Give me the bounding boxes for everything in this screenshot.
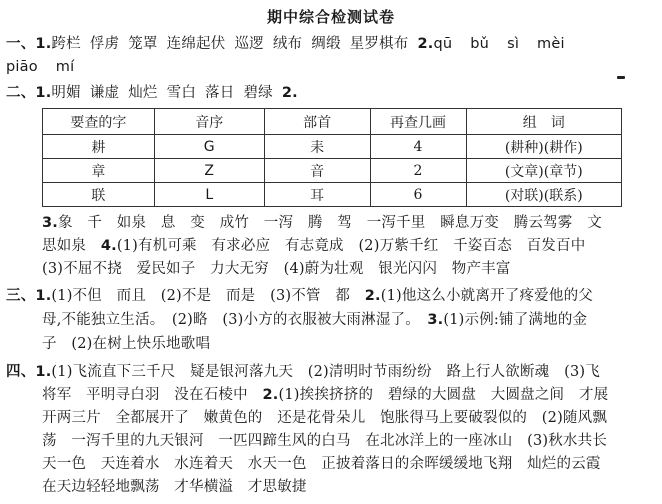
table-cell: 耒 xyxy=(264,135,370,159)
pinyin: mèi xyxy=(537,36,565,52)
answer-text: 开两三片 全都展开了 嫩黄色的 还是花骨朵儿 饱胀得马上要破裂似的 (2)随风飘 xyxy=(42,410,608,426)
section-4-line-6 xyxy=(42,476,660,498)
table-cell: G xyxy=(154,135,264,159)
section-2-sub-3: 3. xyxy=(42,215,58,231)
pinyin: sì xyxy=(507,36,520,52)
table-cell: 章 xyxy=(43,159,155,183)
answer-text: 子 (2)在树上快乐地歌唱 xyxy=(42,336,211,352)
table-cell: (文章)(章节) xyxy=(466,159,621,183)
column-header: 组 词 xyxy=(466,109,621,135)
word: 连绵起伏 xyxy=(166,36,226,52)
pinyin: piāo xyxy=(6,59,38,75)
section-4-line-5 xyxy=(42,453,660,475)
section-3-line-3 xyxy=(42,333,660,355)
word: 跨栏 xyxy=(51,36,81,52)
table-cell: Z xyxy=(154,159,264,183)
table-cell: L xyxy=(154,183,264,207)
answer-text: 母,不能独立生活。 (2)略 (3)小方的衣服被大雨淋湿了。 xyxy=(42,312,428,328)
table-cell: 联 xyxy=(43,183,155,207)
word: 明媚 xyxy=(51,85,81,101)
section-4-number: 四、 xyxy=(6,364,36,380)
table-row xyxy=(43,183,622,207)
section-3-sub-3: 3. xyxy=(427,312,444,328)
section-4-line-2 xyxy=(42,384,660,406)
word: 碧绿 xyxy=(243,85,273,101)
table-cell: 音 xyxy=(264,159,370,183)
word: 灿烂 xyxy=(128,85,158,101)
section-2-sub-4: 4. xyxy=(100,238,117,254)
word: 巡逻 xyxy=(234,36,264,52)
table-cell: 耳 xyxy=(264,183,370,207)
page-title: 期中综合检测试卷 xyxy=(266,8,395,26)
section-2-line-1 xyxy=(6,82,660,104)
column-header: 音序 xyxy=(154,109,264,135)
word: 绒布 xyxy=(272,36,303,52)
pinyin: qū xyxy=(433,36,453,52)
ink-mark xyxy=(617,76,625,79)
section-2-line-3b xyxy=(42,235,660,257)
section-1-number: 一、 xyxy=(6,36,36,52)
column-header: 部首 xyxy=(264,109,370,135)
section-2-number: 二、 xyxy=(6,85,36,101)
pinyin: mí xyxy=(55,59,75,75)
section-3-sub-2: 2. xyxy=(364,288,381,304)
answer-text: 在天边轻轻地飘荡 才华横溢 才思敏捷 xyxy=(42,479,307,495)
column-header: 再查几画 xyxy=(370,109,466,135)
section-4-line-3 xyxy=(42,407,660,429)
word: 绸缎 xyxy=(311,36,341,52)
section-1-line-1 xyxy=(6,33,660,55)
section-1-sub-2: 2. xyxy=(417,36,434,52)
answer-text: (1)他这么小就离开了疼爱他的父 xyxy=(380,288,593,304)
answer-text: 天一色 天连着水 水连着天 水天一色 正披着落日的余晖缓缓地飞翔 灿烂的云霞 xyxy=(42,456,601,472)
section-1-line-2 xyxy=(6,56,660,78)
answer-text: 象 千 如泉 息 变 成竹 一泻 腾 驾 一泻千里 瞬息万变 腾云驾雾 文 xyxy=(58,215,602,231)
section-2-line-3c xyxy=(42,258,660,280)
section-3-line-2 xyxy=(42,309,660,331)
table-cell: (对联)(联系) xyxy=(466,183,621,207)
section-3-sub-1: 1. xyxy=(35,288,52,304)
section-4-sub-2: 2. xyxy=(262,387,279,403)
column-header: 要查的字 xyxy=(43,109,155,135)
section-2-line-3a xyxy=(42,212,660,234)
table-cell: 6 xyxy=(370,183,466,207)
pinyin: bǔ xyxy=(470,36,490,52)
answer-text: (1)不但 而且 (2)不是 而是 (3)不管 都 xyxy=(51,288,365,304)
word: 笼罩 xyxy=(128,36,158,52)
table-row xyxy=(43,159,622,183)
table-cell: 耕 xyxy=(43,135,155,159)
table-cell: 4 xyxy=(370,135,466,159)
word: 星罗棋布 xyxy=(349,36,409,52)
section-3-line-1 xyxy=(6,285,660,307)
answer-text: (1)挨挨挤挤的 碧绿的大圆盘 大圆盘之间 才展 xyxy=(278,387,609,403)
section-2-sub-2: 2. xyxy=(281,85,298,101)
answer-text: 思如泉 xyxy=(42,238,101,254)
dictionary-lookup-table xyxy=(42,108,622,207)
table-cell: 2 xyxy=(370,159,466,183)
answer-text: (1)飞流直下三千尺 疑是银河落九天 (2)清明时节雨纷纷 路上行人欲断魂 (3)飞 xyxy=(51,364,600,380)
answer-text: (1)有机可乘 有求必应 有志竟成 (2)万紫千红 千姿百态 百发百中 xyxy=(116,238,586,254)
table-cell: (耕种)(耕作) xyxy=(466,135,621,159)
section-4-line-4 xyxy=(42,430,660,452)
answer-text: 将军 平明寻白羽 没在石棱中 xyxy=(42,387,263,403)
table-row xyxy=(43,135,622,159)
word: 雪白 xyxy=(166,85,197,101)
table-header-row xyxy=(43,109,622,135)
section-3-number: 三、 xyxy=(6,288,36,304)
section-4-sub-1: 1. xyxy=(35,364,52,380)
answer-text: (1)示例:铺了满地的金 xyxy=(443,312,588,328)
word: 俘虏 xyxy=(89,36,120,52)
answer-text: (3)不屈不挠 爱民如子 力大无穷 (4)蔚为壮观 银光闪闪 物产丰富 xyxy=(42,261,511,277)
word: 谦虚 xyxy=(89,85,120,101)
answer-text: 荡 一泻千里的九天银河 一匹四蹄生风的白马 在北冰洋上的一座冰山 (3)秋水共长 xyxy=(42,433,608,449)
word: 落日 xyxy=(205,85,235,101)
section-1-sub-1: 1. xyxy=(35,36,52,52)
section-2-sub-1: 1. xyxy=(35,85,52,101)
section-4-line-1 xyxy=(6,361,660,383)
